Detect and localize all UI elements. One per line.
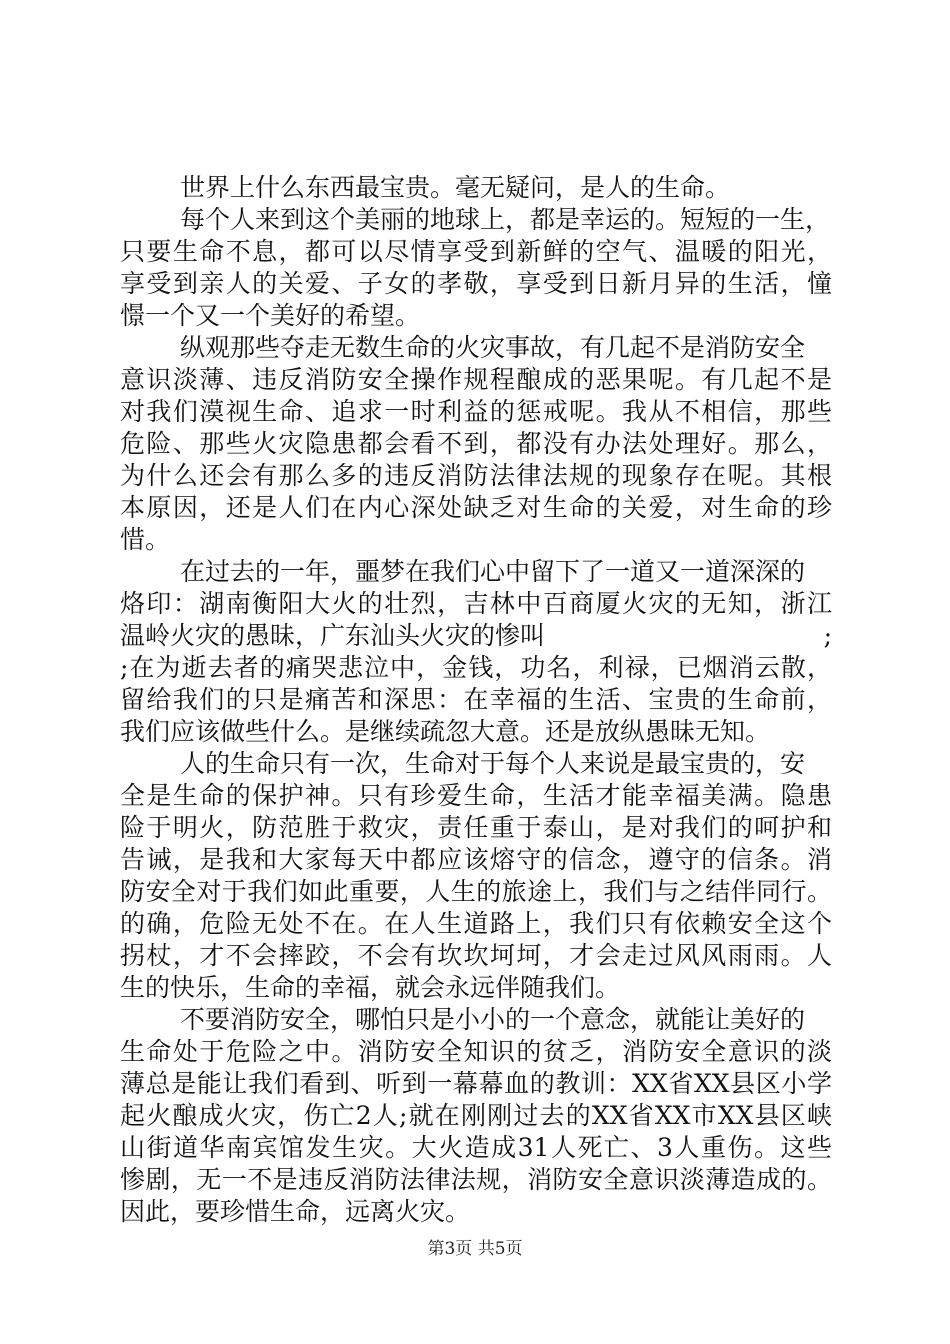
body-text — [120, 172, 832, 1228]
text-line: 薄总是能让我们看到、听到一幕幕血的教训：XX省XX县区小学 — [120, 1069, 832, 1098]
text-line: 山街道华南宾馆发生灾。大火造成31人死亡、3人重伤。这些 — [120, 1133, 832, 1162]
text-line: 对我们漠视生命、追求一时利益的惩戒呢。我从不相信，那些 — [120, 397, 832, 426]
text-line: 为什么还会有那么多的违反消防法律法规的现象存在呢。其根 — [120, 461, 832, 490]
text-line: ;在为逝去者的痛哭悲泣中，金钱，功名，利禄，已烟消云散， — [120, 653, 832, 682]
text-line: 因此，要珍惜生命，远离火灾。 — [120, 1197, 471, 1226]
text-line: 险于明火，防范胜于救灾，责任重于泰山，是对我们的呵护和 — [120, 813, 832, 842]
text-line: 危险、那些火灾隐患都会看不到，都没有办法处理好。那么， — [120, 429, 832, 458]
text-line-start: 温岭火灾的愚昧，广东汕头火灾的惨叫 — [120, 621, 546, 650]
text-line: 全是生命的保护神。只有珍爱生命，生活才能幸福美满。隐患 — [120, 781, 832, 810]
text-line: 本原因，还是人们在内心深处缺乏对生命的关爱，对生命的珍 — [120, 493, 832, 522]
text-line: 世界上什么东西最宝贵。毫无疑问，是人的生命。 — [180, 173, 731, 202]
page-footer — [0, 1238, 950, 1260]
text-line: 生的快乐，生命的幸福，就会永远伴随我们。 — [120, 973, 621, 1002]
text-line: 惜。 — [120, 525, 171, 554]
text-line: 纵观那些夺走无数生命的火灾事故，有几起不是消防安全 — [180, 333, 806, 362]
text-line: 在过去的一年，噩梦在我们心中留下了一道又一道深深的 — [180, 557, 806, 586]
text-line: 烙印：湖南衡阳大火的壮烈，吉林中百商厦火灾的无知，浙江 — [120, 589, 832, 618]
text-line: 不要消防安全，哪怕只是小小的一个意念，就能让美好的 — [180, 1005, 806, 1034]
text-line: 只要生命不息，都可以尽情享受到新鲜的空气、温暖的阳光， — [120, 237, 832, 266]
text-line: 每个人来到这个美丽的地球上，都是幸运的。短短的一生， — [180, 205, 831, 234]
text-line: 意识淡薄、违反消防安全操作规程酿成的恶果呢。有几起不是 — [120, 365, 832, 394]
text-line-end: ; — [823, 621, 832, 650]
text-line: 起火酿成火灾，伤亡2人;就在刚刚过去的XX省XX市XX县区峡 — [120, 1101, 832, 1130]
text-line: 享受到亲人的关爱、子女的孝敬，享受到日新月异的生活，憧 — [120, 269, 832, 298]
text-line: 憬一个又一个美好的希望。 — [120, 301, 421, 330]
text-line: 防安全对于我们如此重要，人生的旅途上，我们与之结伴同行。 — [120, 877, 832, 906]
text-line: 告诫，是我和大家每天中都应该熔守的信念，遵守的信条。消 — [120, 845, 832, 874]
text-line: 惨剧，无一不是违反消防法律法规，消防安全意识淡薄造成的。 — [120, 1165, 832, 1194]
text-line: 我们应该做些什么。是继续疏忽大意。还是放纵愚昧无知。 — [120, 717, 771, 746]
text-line: 拐杖，才不会摔跤，不会有坎坎坷坷，才会走过风风雨雨。人 — [120, 941, 832, 970]
text-line — [120, 620, 832, 652]
page-number: 第3页 共5页 — [427, 1239, 523, 1259]
text-line: 生命处于危险之中。消防安全知识的贫乏，消防安全意识的淡 — [120, 1037, 832, 1066]
text-line: 留给我们的只是痛苦和深思：在幸福的生活、宝贵的生命前， — [120, 685, 832, 714]
text-line: 人的生命只有一次，生命对于每个人来说是最宝贵的，安 — [180, 749, 806, 778]
text-line: 的确，危险无处不在。在人生道路上，我们只有依赖安全这个 — [120, 909, 832, 938]
